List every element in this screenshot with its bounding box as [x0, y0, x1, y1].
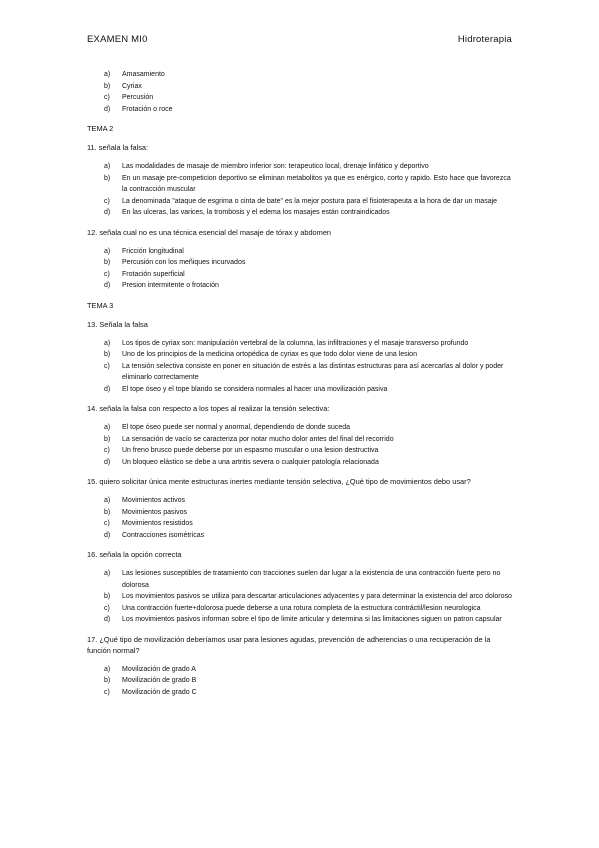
question-17: 17. ¿Qué tipo de movilización deberíamos usar para lesiones agudas, prevención de adherencias o una recuperación de la función normal?: [87, 634, 491, 655]
option-item: c) Movimientos resistidos: [104, 520, 193, 527]
options-list: [87, 495, 513, 541]
question-15: 15. quiero solicitar única mente estructuras inertes mediante tensión selectiva, ¿Qué tipo de movimientos debo usar?: [87, 477, 471, 486]
options-list: [87, 664, 513, 699]
options-list: [87, 246, 513, 292]
option-item: c) La tensión selectiva consiste en poner en situación de estrés a las distintas estructuras para así acercarlas al dolor y poder eliminarlo correctamente: [104, 362, 504, 381]
question-11: 11. señala la falsa:: [87, 143, 149, 152]
option-item: b) Cyriax: [104, 82, 142, 90]
option-item: a) El tope óseo puede ser normal y anormal, dependiendo de donde suceda: [104, 424, 351, 431]
option-item: b) En un masaje pre-competicion deportivo se eliminan metabolitos ya que es enérgico, corto y rapido. Esto hace que favorezca la contracción muscular: [104, 174, 511, 193]
option-item: d) El tope óseo y el tope blando se considera normales al hacer una movilización pasiva: [104, 385, 388, 393]
option-item: a) Movimientos activos: [104, 497, 186, 504]
option-item: a) Las modalidades de masaje de miembro inferior son: terapeutico local, drenaje linfático y deportivo: [104, 163, 429, 170]
option-item: b) Movilización de grado B: [104, 677, 197, 684]
question-13: 13. Señala la falsa: [87, 319, 148, 329]
option-item: d) Contracciones isométricas: [104, 531, 205, 539]
option-item: d) Los movimientos pasivos informan sobre el tipo de limite articular y determina si las limitaciones siguen un patron capsular: [104, 616, 502, 623]
option-item: d) Presion intermitente o frotación: [104, 282, 219, 289]
option-item: d) Un bloqueo elástico se debe a una artritis severa o cualquier patología relacionada: [104, 458, 379, 466]
option-item: c) Un freno brusco puede deberse por un espasmo muscular o una lesion destructiva: [104, 447, 379, 454]
option-item: b) Movimientos pasivos: [104, 508, 187, 516]
option-item: b) Los movimientos pasivos se utiliza para descartar articulaciones adyacentes y para determinar la existencia del arco doloroso: [104, 593, 512, 600]
option-item: d) Frotación o roce: [104, 105, 173, 113]
page-content: [87, 69, 513, 698]
option-item: b) La sensación de vacío se caracteriza por notar mucho dolor antes del final del recorrido: [104, 435, 394, 443]
section-heading-tema-3: TEMA 3: [87, 300, 114, 310]
option-item: c) Percusión: [104, 94, 154, 101]
options-list: [87, 338, 513, 396]
option-item: c) Una contracción fuerte+dolorosa puede deberse a una rotura completa de la estructura contráctil/lesion neurologica: [104, 604, 481, 612]
options-list: [87, 568, 513, 626]
option-item: b) Uno de los principios de la medicina ortopédica de cyriax es que todo dolor viene de una lesion: [104, 351, 417, 358]
question-16: 16. señala la opción correcta: [87, 550, 182, 559]
options-list: [87, 69, 513, 115]
header-exam-title: EXAMEN MI0: [87, 34, 148, 45]
option-item: a) Fricción longitudinal: [104, 247, 184, 255]
header-subject: Hidroterapia: [457, 34, 512, 45]
question-12: 12. señala cual no es una técnica esencial del masaje de tórax y abdomen: [87, 227, 332, 237]
options-list: [87, 422, 513, 468]
option-item: c) Frotación superficial: [104, 270, 185, 278]
option-item: a) Movilización de grado A: [104, 665, 196, 673]
option-item: c) La denominada "ataque de esgrima o cinta de bate" es la mejor postura para el fisioterapeuta a la hora de dar un masaje: [104, 197, 498, 205]
page-header: [87, 34, 512, 48]
section-heading-tema-2: TEMA 2: [87, 124, 114, 133]
option-item: d) En las ulceras, las varices, la trombosis y el edema los masajes están contraindicados: [104, 209, 390, 216]
option-item: c) Movilización de grado C: [104, 688, 197, 696]
option-item: a) Las lesiones susceptibles de tratamiento con tracciones suelen dar lugar a la existencia de una contracción fuerte pero no dolorosa: [104, 570, 501, 589]
question-14: 14. señala la falsa con respecto a los topes al realizar la tensión selectiva:: [87, 404, 330, 413]
options-list: [87, 161, 513, 219]
option-item: a) Amasamiento: [104, 71, 165, 78]
option-item: a) Los tipos de cyriax son: manipulación vertebral de la columna, las infiltraciones y el masaje transverso profundo: [104, 339, 469, 347]
option-item: b) Percusión con los meñiques incurvados: [104, 259, 246, 266]
